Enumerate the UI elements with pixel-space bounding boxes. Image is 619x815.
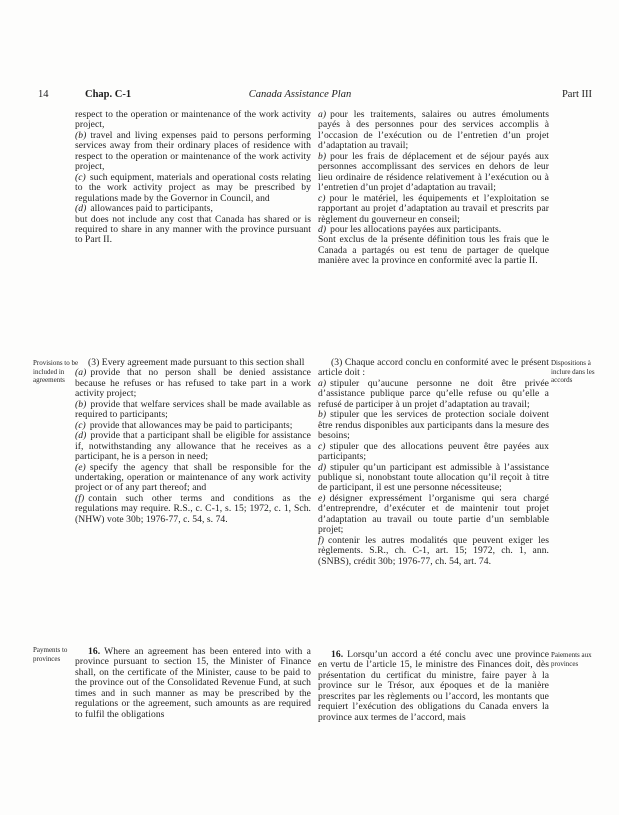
item-text: pour les allocations payées aux participants. xyxy=(330,223,502,235)
item-marker: (a) xyxy=(75,367,87,379)
subsection-intro: (3) Every agreement made pursuant to this section shall xyxy=(88,357,305,368)
item-marker: d) xyxy=(318,223,327,235)
section-text: Lorsqu’un accord a été conclu avec une province en vertu de l’article 15, le ministre des Finances doit, dès présentation du certificat du ministre, faire payer à la province sur le Trésor, aux époques et de la manière prescrites par les règlements ou l’accord, les montants que requiert l’exécution des obligations du Canada envers la province aux termes de l’accord, mais xyxy=(318,649,549,723)
item-marker: f) xyxy=(318,534,324,546)
list-item xyxy=(75,463,311,494)
english-column-definition xyxy=(75,110,311,246)
paragraph-continuation: respect to the operation or maintenance of the work activity project, xyxy=(75,109,311,131)
page-number: 14 xyxy=(38,89,49,100)
item-text: specify the agency that shall be responsible for the undertaking, operation or maintenance of any work activity project or of any part thereof; and xyxy=(75,461,311,494)
section-number: 16. xyxy=(88,646,101,657)
item-text: allowances paid to participants, xyxy=(90,203,213,215)
list-item xyxy=(75,131,311,173)
item-marker: (c) xyxy=(75,419,86,431)
item-text: pour les frais de déplacement et de séjour payés aux personnes accomplissant des services en dehors de leur lieu ordinaire de résidence relativement à l’exécution ou à l’entretien d’un projet d’adaptation au travail; xyxy=(318,150,549,194)
item-marker: (b) xyxy=(75,129,87,141)
list-item xyxy=(75,400,311,421)
item-text: stipuler que les services de protection sociale doivent être rendus disponibles aux participants dans la mesure des besoins; xyxy=(318,409,549,442)
item-marker: (e) xyxy=(75,461,86,473)
paragraph-closing: but does not include any cost that Canada has shared or is required to share in any manner with the province pursuant to Part II. xyxy=(75,213,311,246)
item-text: stipuler qu’un participant est admissible à l’assistance publique si, nonobstant toute allocation qu’il reçoit à titre de participant, il est une personne nécessiteuse; xyxy=(318,461,549,494)
section-text: Where an agreement has been entered into with a province pursuant to section 15, the Minister of Finance shall, on the certificate of the Minister, cause to be paid to the province out of the Consolidated Revenue Fund, at such times and in such manner as may be prescribed by the regulations or the agreement, such amounts as are required to fulfil the obligations xyxy=(75,646,311,720)
list-item xyxy=(318,410,549,441)
list-item xyxy=(75,173,311,204)
item-text: provide that a participant shall be eligible for assistance if, notwithstanding any allowance that he receives as a participant, he is a person in need; xyxy=(75,430,311,463)
section-number: 16. xyxy=(331,649,344,660)
list-item xyxy=(318,463,549,494)
margin-note-dispositions: Dispositions à inclure dans les accords xyxy=(551,359,595,385)
item-text: stipuler qu’aucune personne ne doit être privée d’assistance publique parce qu’elle refuse ou qu’elle a refusé de participer à un projet d’adaptation au travail; xyxy=(318,377,549,410)
list-item xyxy=(318,152,549,194)
item-text: contenir les autres modalités que peuvent exiger les règlements. S.R., ch. C-1, art. 15; 1972, ch. 1, ann. (SNBS), crédit 30b; 1976-77, ch. 54, art. 74. xyxy=(318,534,549,567)
item-marker: b) xyxy=(318,409,327,421)
margin-note-paiements: Paiements aux provinces xyxy=(551,651,592,668)
item-text: désigner expressément l’organisme qui sera chargé d’entreprendre, d’exécuter et de maintenir tout projet d’adaptation au travail ou toute partie d’un semblable projet; xyxy=(318,492,549,536)
list-item xyxy=(318,442,549,463)
item-marker: c) xyxy=(318,192,326,204)
item-text: provide that welfare services shall be made available as required to participants; xyxy=(75,398,311,421)
item-text: travel and living expenses paid to persons performing services away from their ordinary places of residence with respect to the operation or maintenance of the work activity project, xyxy=(75,129,311,173)
french-column-definition xyxy=(318,110,549,267)
margin-note-provisions: Provisions to be included in agreements xyxy=(33,359,79,385)
item-marker: b) xyxy=(318,150,327,162)
item-text: provide that allowances may be paid to participants; xyxy=(89,419,293,431)
margin-note-payments: Payments to provinces xyxy=(33,646,68,663)
item-marker: (d) xyxy=(75,203,87,215)
part-label: Part III xyxy=(561,89,592,100)
list-item xyxy=(318,379,549,410)
item-marker: (f) xyxy=(75,492,85,504)
item-marker: e) xyxy=(318,492,326,504)
list-item xyxy=(75,494,311,525)
french-column-section16 xyxy=(318,650,549,723)
item-text: provide that no person shall be denied assistance because he refuses or has refused to take part in a work activity project; xyxy=(75,367,311,400)
item-marker: (c) xyxy=(75,171,86,183)
item-marker: a) xyxy=(318,109,327,120)
english-column-section16 xyxy=(75,647,311,720)
item-marker: (b) xyxy=(75,398,87,410)
list-item xyxy=(318,536,549,567)
list-item xyxy=(75,204,311,214)
item-text: such equipment, materials and operational costs relating to the work activity project as may be prescribed by regulations made by the Governor in Council, and xyxy=(75,171,311,204)
list-item xyxy=(318,494,549,536)
english-column-section3 xyxy=(75,358,311,525)
french-column-section3 xyxy=(318,358,549,567)
item-marker: (d) xyxy=(75,430,87,442)
list-item xyxy=(318,194,549,225)
list-item xyxy=(75,431,311,462)
item-text: stipuler que des allocations peuvent être payées aux participants; xyxy=(318,440,549,463)
item-text: contain such other terms and conditions as the regulations may require. R.S., c. C-1, s. 15; 1972, c. 1, Sch. (NHW) vote 30b; 1976-77, c. 54, s. 74. xyxy=(75,492,311,525)
item-marker: a) xyxy=(318,377,327,389)
item-marker: d) xyxy=(318,461,327,473)
list-item xyxy=(75,368,311,399)
section-paragraph xyxy=(75,647,311,720)
paragraph-closing: Sont exclus de la présente définition tous les frais que le Canada a partagés ou est tenu de partager de quelque manière avec la province en conformité avec la partie II. xyxy=(318,234,549,267)
subsection-intro: (3) Chaque accord conclu en conformité avec le présent article doit : xyxy=(318,357,549,379)
document-title: Canada Assistance Plan xyxy=(248,89,352,100)
chapter-label: Chap. C-1 xyxy=(85,89,132,100)
item-text: pour les traitements, salaires ou autres émoluments payés à des personnes pour des services accomplis à l’occasion de l’exécution ou de l’entretien d’un projet d’adaptation au travail; xyxy=(318,109,549,152)
section-paragraph xyxy=(318,650,549,723)
list-item xyxy=(318,110,549,152)
item-text: pour le matériel, les équipements et l’exploitation se rapportant au projet d’adaptation au travail et prescrits par règlement du gouverneur en conseil; xyxy=(318,192,549,225)
item-marker: c) xyxy=(318,440,326,452)
